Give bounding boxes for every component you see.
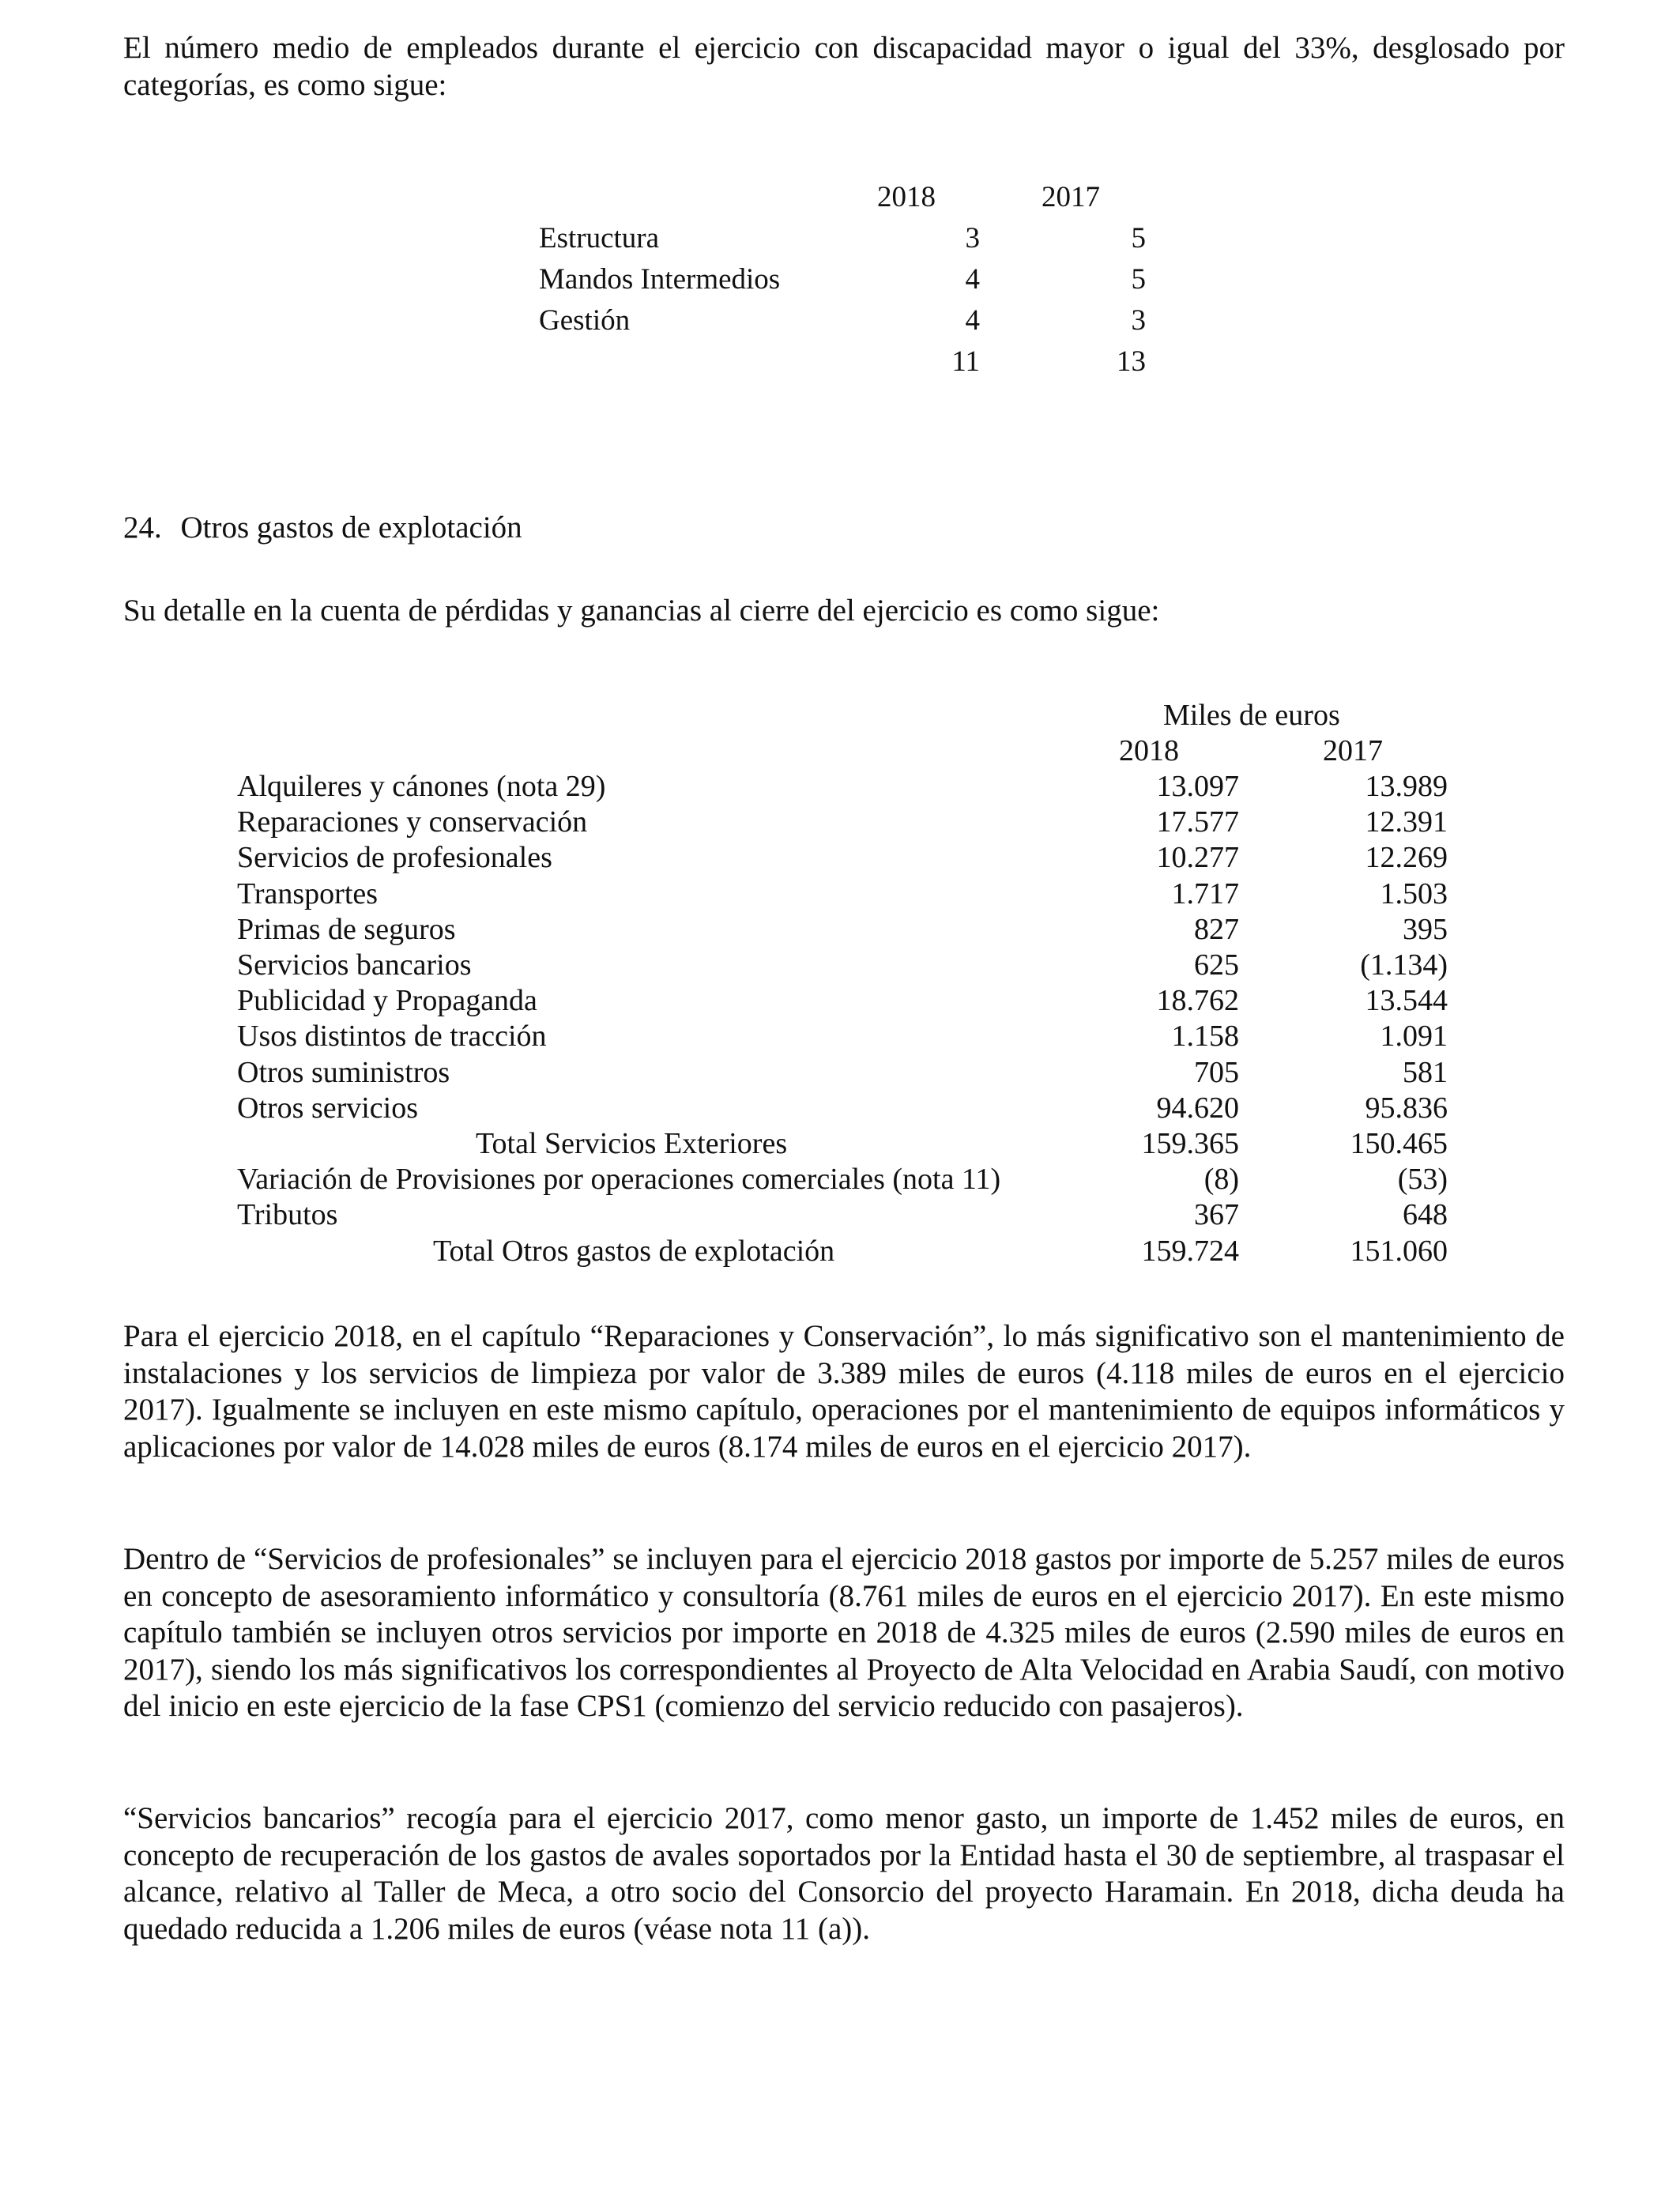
row-value-2018: 1.158 [1171, 1020, 1239, 1054]
row-label: Otros servicios [237, 1091, 419, 1125]
row-value-2018: 159.365 [1141, 1127, 1239, 1160]
row-value-2017: (53) [1397, 1163, 1448, 1197]
row-value-2018: 4 [965, 263, 980, 296]
row-label: Servicios de profesionales [237, 841, 552, 875]
row-value-2017: 648 [1403, 1198, 1448, 1232]
row-label: Transportes [237, 876, 379, 910]
row-label: Publicidad y Propaganda [237, 984, 537, 1018]
row-value-2018: 159.724 [1141, 1234, 1239, 1268]
row-value-2017: 13.544 [1365, 984, 1448, 1018]
row-value-2018: 625 [1194, 948, 1239, 982]
row-value-2018: 10.277 [1156, 841, 1239, 875]
row-label: Primas de seguros [237, 912, 456, 946]
row-label: Otros suministros [237, 1055, 450, 1089]
row-label: Estructura [539, 222, 660, 254]
row-value-2017: 3 [1131, 304, 1146, 337]
row-value-2018: 827 [1194, 912, 1239, 946]
row-label: Usos distintos de tracción [237, 1020, 547, 1054]
row-value-2017: 151.060 [1350, 1234, 1448, 1268]
row-value-2018: 13.097 [1156, 770, 1239, 803]
row-value-2017: 12.269 [1365, 841, 1448, 875]
intro-paragraph: El número medio de empleados durante el ejercicio con discapacidad mayor o igual del 33%, desglosado por categorías, es como sigue: [123, 31, 1565, 102]
paragraph-servicios-bancarios: “Servicios bancarios” recogía para el ejercicio 2017, como menor gasto, un importe de 1.452 miles de euros, en concepto de recuperación de los gastos de avales soportados por la Entidad hasta el 30 de septiembre, al traspasar el alcance, relativo al Taller de Meca, a otro socio del Consorcio del proyecto Haramain. En 2018, dicha deuda ha quedado reducida a 1.206 miles de euros (véase nota 11 (a)). [123, 1801, 1565, 1946]
row-value-2017: 13.989 [1365, 770, 1448, 803]
row-value-2018: 18.762 [1156, 984, 1239, 1018]
row-label: Variación de Provisiones por operaciones comerciales (nota 11) [237, 1163, 1001, 1197]
row-value-2017: 1.091 [1380, 1020, 1448, 1054]
section-heading [123, 510, 522, 545]
table2-header-2017: 2017 [1323, 734, 1383, 767]
table1-header-2017: 2017 [1042, 181, 1100, 213]
row-label: Reparaciones y conservación [237, 805, 588, 839]
row-value-2017: 395 [1403, 912, 1448, 946]
row-label: Tributos [237, 1198, 338, 1232]
row-value-2017: 12.391 [1365, 805, 1448, 839]
row-value-2017: 5 [1131, 263, 1146, 296]
detail-intro: Su detalle en la cuenta de pérdidas y ganancias al cierre del ejercicio es como sigue: [123, 594, 1160, 628]
row-value-2018: 94.620 [1156, 1091, 1239, 1125]
row-label: Alquileres y cánones (nota 29) [237, 770, 606, 803]
row-value-2017: 5 [1131, 222, 1146, 254]
row-value-2018: 3 [965, 222, 980, 254]
row-label: Gestión [539, 304, 631, 337]
row-value-2017: 581 [1403, 1055, 1448, 1089]
row-value-2018: 4 [965, 304, 980, 337]
total-value-2017: 13 [1117, 345, 1146, 378]
section-number: 24. [123, 511, 162, 545]
table1-header-2018: 2018 [877, 181, 936, 213]
row-value-2017: 150.465 [1350, 1127, 1448, 1160]
section-title: Otros gastos de explotación [180, 511, 522, 545]
row-value-2018: (8) [1203, 1163, 1239, 1197]
row-value-2017: 95.836 [1365, 1091, 1448, 1125]
row-label: Mandos Intermedios [539, 263, 781, 296]
table2-header-2018: 2018 [1119, 734, 1179, 767]
paragraph-reparaciones: Para el ejercicio 2018, en el capítulo “Reparaciones y Conservación”, lo más significativo son el mantenimiento de instalaciones y los servicios de limpieza por valor de 3.389 miles de euros (4.118 miles de euros en el ejercicio 2017). Igualmente se incluyen en este mismo capítulo, operaciones por el mantenimiento de equipos informáticos y aplicaciones por valor de 14.028 miles de euros (8.174 miles de euros en el ejercicio 2017). [123, 1319, 1565, 1464]
row-value-2017: (1.134) [1360, 948, 1448, 982]
paragraph-servicios-profesionales: Dentro de “Servicios de profesionales” se incluyen para el ejercicio 2018 gastos por importe de 5.257 miles de euros en concepto de asesoramiento informático y consultoría (8.761 miles de euros en el ejercicio 2017). En este mismo capítulo también se incluyen otros servicios por importe en 2018 de 4.325 miles de euros (2.590 miles de euros en 2017), siendo los más significativos los correspondientes al Proyecto de Alta Velocidad en Arabia Saudí, con motivo del inicio en este ejercicio de la fase CPS1 (comienzo del servicio reducido con pasajeros). [123, 1542, 1565, 1723]
row-label: Total Otros gastos de explotación [433, 1234, 835, 1268]
total-value-2018: 11 [951, 345, 980, 378]
unit-header: Miles de euros [1163, 699, 1340, 732]
row-label: Servicios bancarios [237, 948, 472, 982]
row-value-2018: 1.717 [1171, 876, 1239, 910]
row-value-2018: 705 [1194, 1055, 1239, 1089]
row-value-2017: 1.503 [1380, 876, 1448, 910]
row-value-2018: 367 [1194, 1198, 1239, 1232]
row-label: Total Servicios Exteriores [476, 1127, 788, 1160]
row-value-2018: 17.577 [1156, 805, 1239, 839]
